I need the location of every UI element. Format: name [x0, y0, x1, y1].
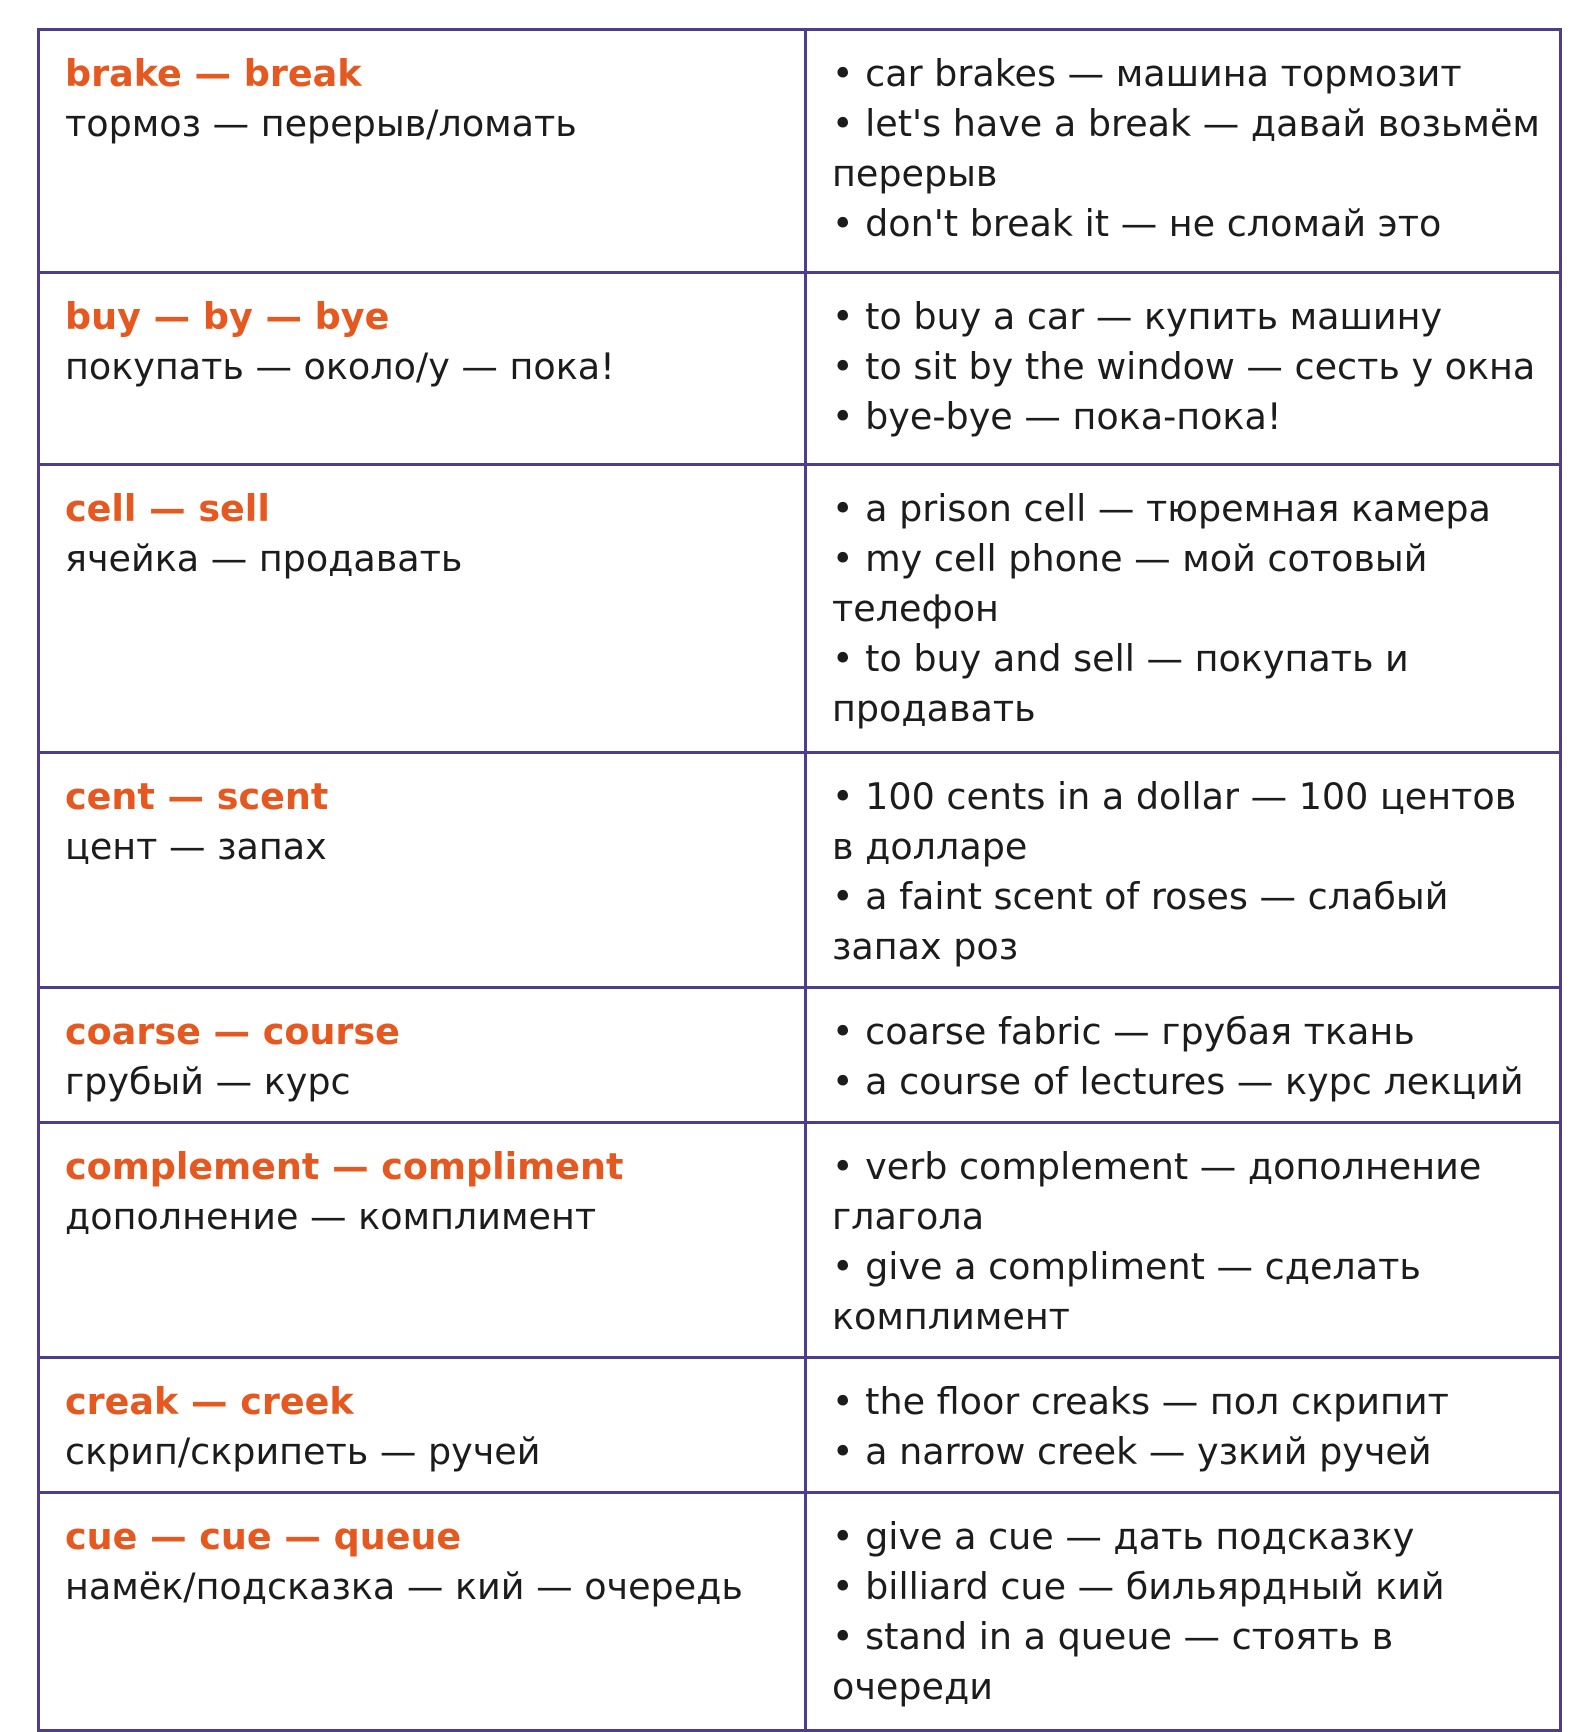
table-row — [39, 1358, 1561, 1493]
word-translation: скрип/скрипеть — ручей — [65, 1430, 541, 1473]
word-cell — [39, 273, 806, 465]
table-row — [39, 273, 1561, 465]
homophone-words: buy — by — bye — [65, 295, 390, 338]
example-cell — [806, 753, 1561, 988]
example-item: • a narrow creek — узкий ручей — [832, 1430, 1432, 1473]
example-item: • a course of lectures — курс лекций — [832, 1060, 1524, 1103]
homophone-words: creak — creek — [65, 1380, 354, 1423]
homophone-words: coarse — course — [65, 1010, 400, 1053]
word-translation: намёк/подсказка — кий — очередь — [65, 1565, 743, 1608]
word-cell — [39, 30, 806, 273]
example-cell — [806, 1123, 1561, 1358]
example-cell — [806, 465, 1561, 753]
example-item: • coarse fabric — грубая ткань — [832, 1010, 1415, 1053]
word-cell — [39, 465, 806, 753]
word-cell — [39, 1493, 806, 1731]
table-row — [39, 988, 1561, 1123]
word-translation: покупать — около/у — пока! — [65, 345, 615, 388]
example-cell — [806, 1358, 1561, 1493]
example-item: • billiard cue — бильярдный кий — [832, 1565, 1445, 1608]
example-item: • bye-bye — пока-пока! — [832, 395, 1282, 438]
example-item: • the floor creaks — пол скрипит — [832, 1380, 1449, 1423]
homophone-words: cue — cue — queue — [65, 1515, 462, 1558]
example-item: • a prison cell — тюремная камера — [832, 487, 1491, 530]
homophone-words: complement — compliment — [65, 1145, 624, 1188]
table-row — [39, 30, 1561, 273]
example-item: • to sit by the window — сесть у окна — [832, 345, 1536, 388]
example-cell — [806, 30, 1561, 273]
word-translation: дополнение — комплимент — [65, 1195, 597, 1238]
example-item: • to buy and sell — покупать и продавать — [832, 637, 1409, 730]
example-item: • verb complement — дополнение глагола — [832, 1145, 1482, 1238]
word-translation: ячейка — продавать — [65, 537, 463, 580]
table-row — [39, 1123, 1561, 1358]
word-cell — [39, 1358, 806, 1493]
example-item: • don't break it — не сломай это — [832, 202, 1442, 245]
word-cell — [39, 1123, 806, 1358]
word-cell — [39, 988, 806, 1123]
example-cell — [806, 273, 1561, 465]
example-item: • 100 cents in a dollar — 100 центов в долларе — [832, 775, 1517, 868]
homophone-words: cell — sell — [65, 487, 270, 530]
table-row — [39, 753, 1561, 988]
word-translation: цент — запах — [65, 825, 327, 868]
example-cell — [806, 1493, 1561, 1731]
table-row — [39, 465, 1561, 753]
example-cell — [806, 988, 1561, 1123]
word-cell — [39, 753, 806, 988]
example-item: • stand in a queue — стоять в очереди — [832, 1615, 1394, 1708]
example-item: • let's have a break — давай возьмём перерыв — [832, 102, 1540, 195]
example-item: • give a compliment — сделать комплимент — [832, 1245, 1421, 1338]
table-row — [39, 1493, 1561, 1731]
example-item: • a faint scent of roses — слабый запах роз — [832, 875, 1449, 968]
example-item: • give a cue — дать подсказку — [832, 1515, 1415, 1558]
example-item: • car brakes — машина тормозит — [832, 52, 1462, 95]
example-item: • my cell phone — мой сотовый телефон — [832, 537, 1428, 630]
word-translation: грубый — курс — [65, 1060, 351, 1103]
vocabulary-table — [37, 28, 1562, 1732]
example-item: • to buy a car — купить машину — [832, 295, 1443, 338]
word-translation: тормоз — перерыв/ломать — [65, 102, 577, 145]
homophone-words: brake — break — [65, 52, 362, 95]
homophone-words: cent — scent — [65, 775, 329, 818]
